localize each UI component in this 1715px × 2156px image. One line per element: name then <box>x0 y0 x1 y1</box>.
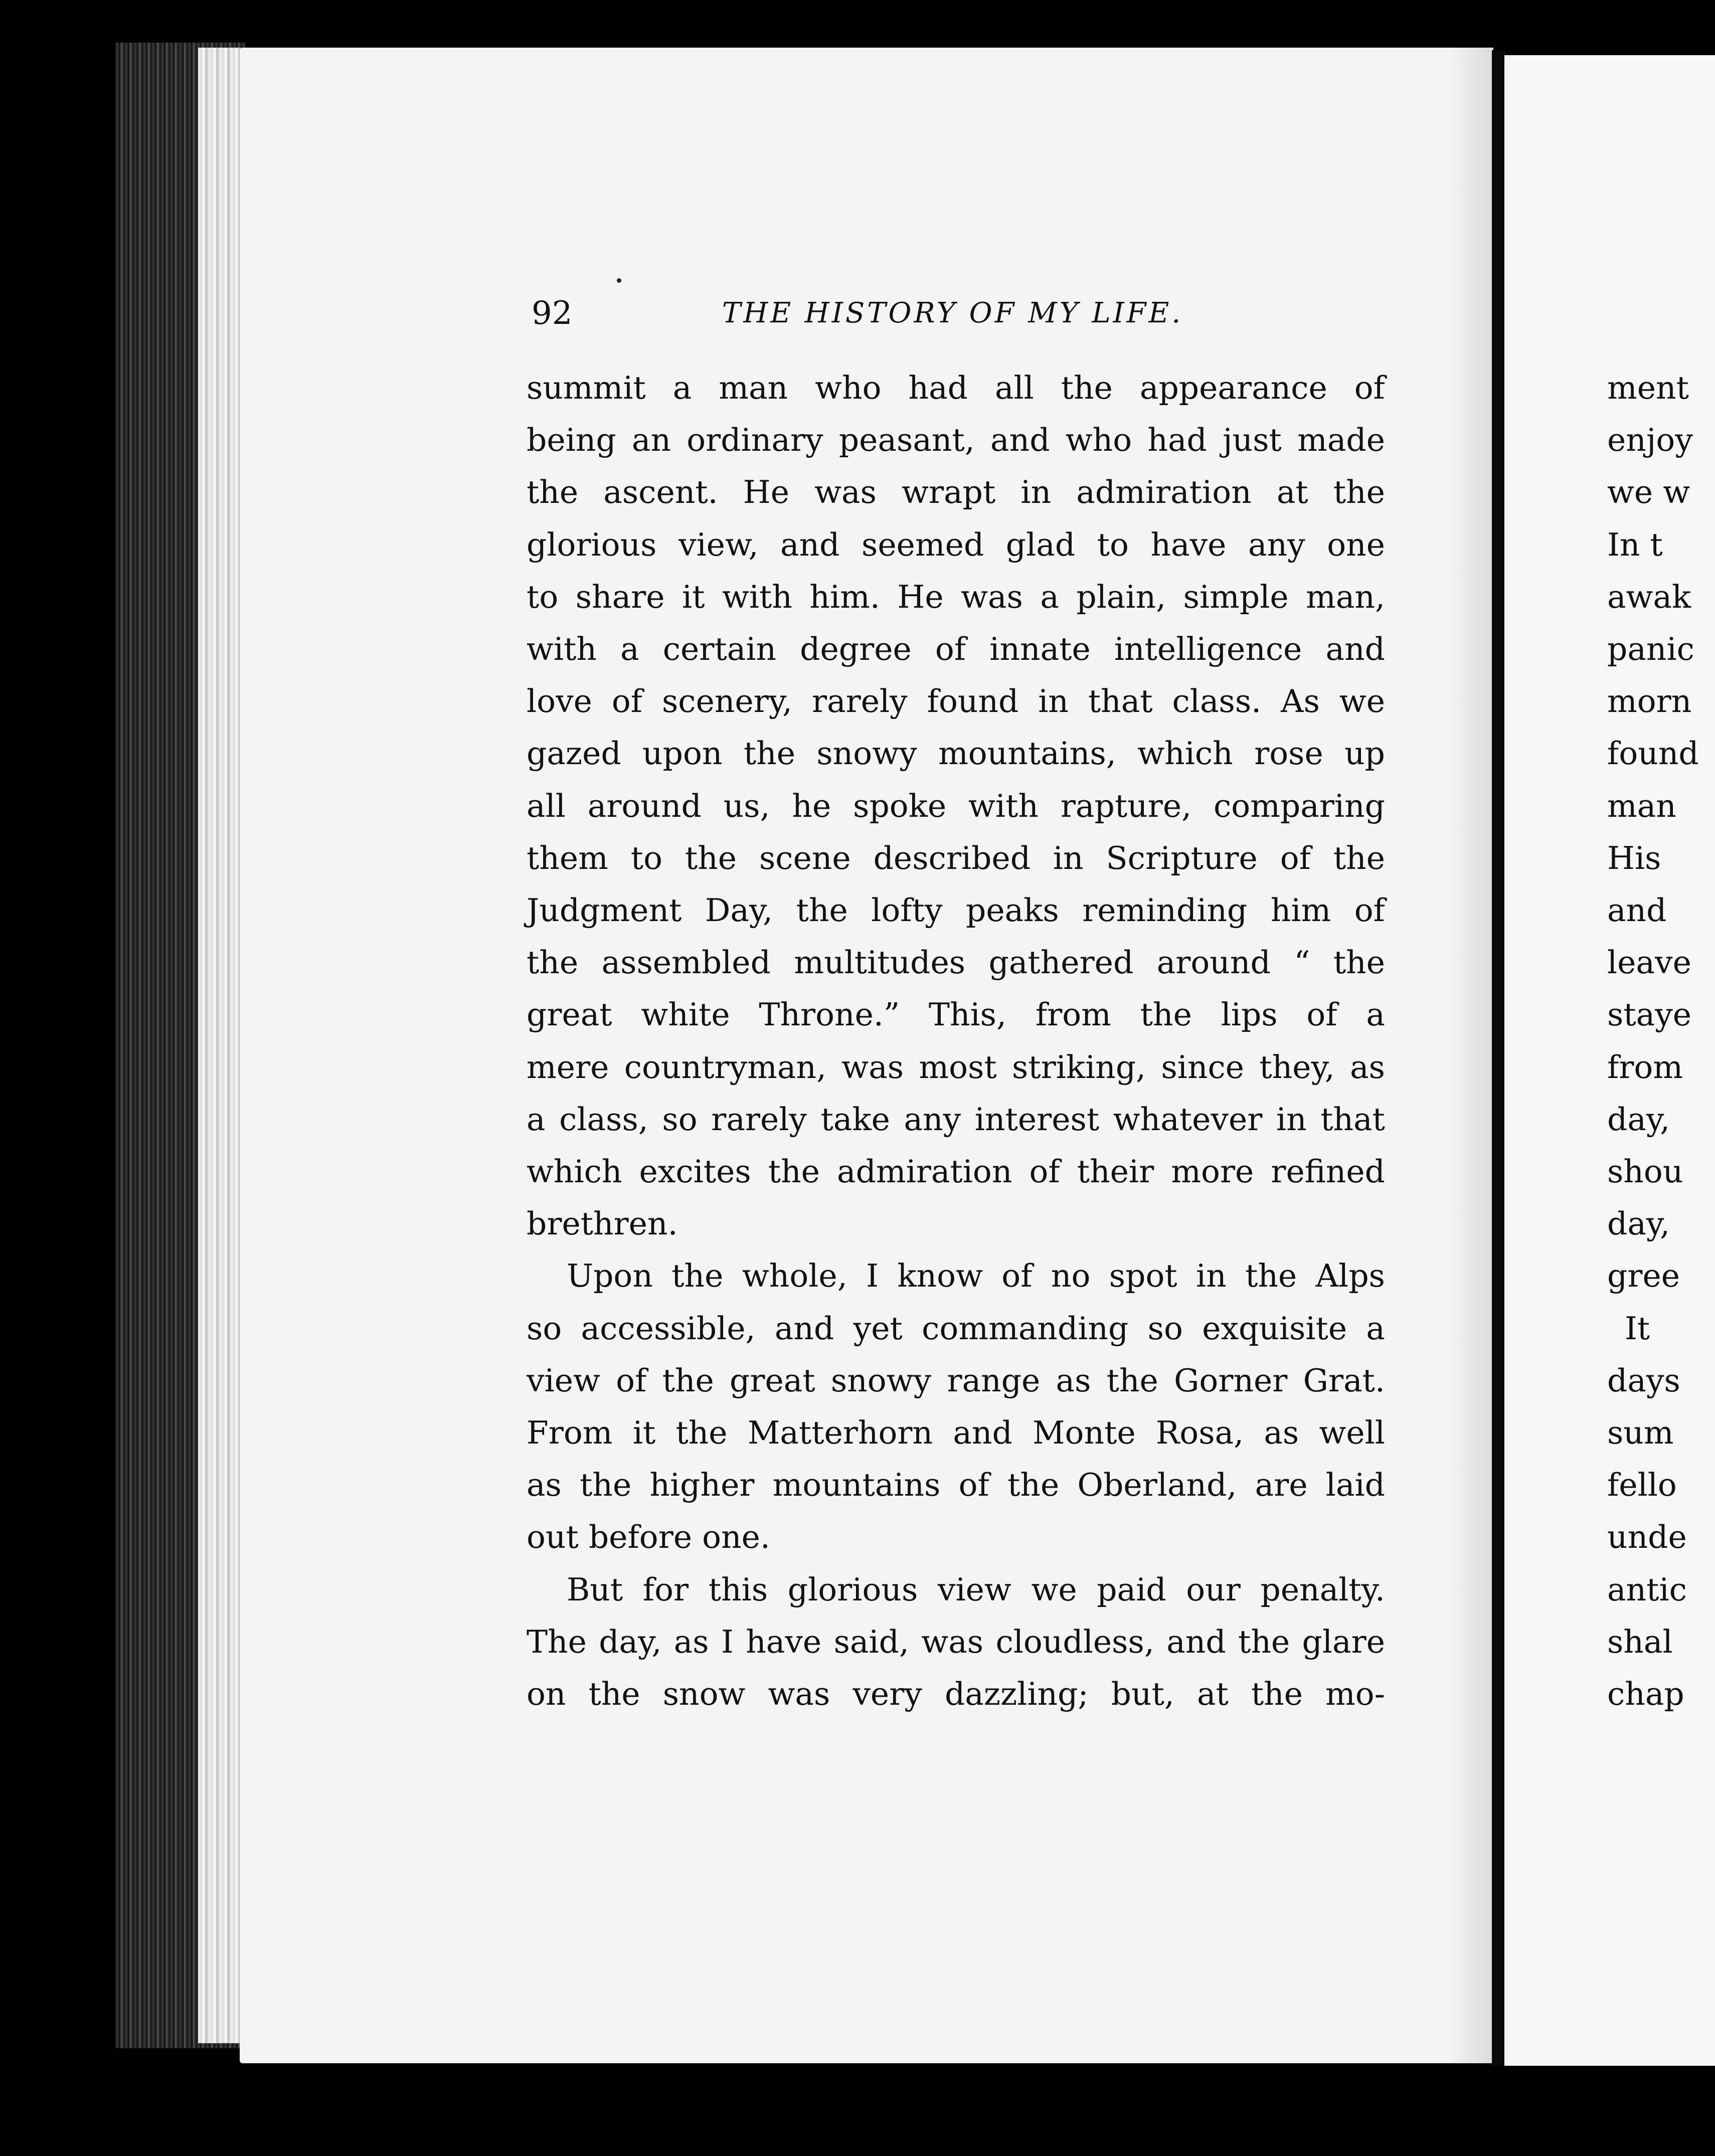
fragment-line: we w <box>1607 474 1690 511</box>
text-line: mere countryman, was most striking, since they, as <box>527 1048 1385 1086</box>
text-line: The day, as I have said, was cloudless, and the glare <box>527 1623 1385 1660</box>
fragment-line: shou <box>1607 1153 1683 1190</box>
fragment-line: ment <box>1607 370 1689 406</box>
text-line: But for this glorious view we paid our penalty. <box>567 1571 1385 1608</box>
fragment-line: awak <box>1607 578 1691 615</box>
text-line: view of the great snowy range as the Gorner Grat. <box>527 1362 1385 1399</box>
fragment-line: gree <box>1607 1257 1680 1295</box>
running-head <box>532 291 1214 336</box>
paragraph-1 <box>527 362 1385 1250</box>
fragment-line: It <box>1625 1310 1650 1347</box>
body-text <box>527 362 1385 1720</box>
fragment-line: His <box>1607 839 1661 876</box>
fragment-line: enjoy <box>1607 422 1693 459</box>
text-line: being an ordinary peasant, and who had just made <box>527 422 1385 459</box>
text-line: the ascent. He was wrapt in admiration at the <box>527 474 1385 511</box>
fragment-line: panic <box>1607 631 1694 668</box>
text-line: a class, so rarely take any interest whatever in that <box>527 1101 1385 1138</box>
text-line: the assembled multitudes gathered around “ the <box>527 944 1385 981</box>
text-line: all around us, he spoke with rapture, comparing <box>527 787 1385 824</box>
ink-speck <box>617 278 621 283</box>
text-line: gazed upon the snowy mountains, which rose up <box>527 735 1385 772</box>
text-line: Judgment Day, the lofty peaks reminding him of <box>527 892 1385 929</box>
text-line: brethren. <box>527 1205 678 1242</box>
paragraph-3 <box>527 1564 1385 1721</box>
text-line: so accessible, and yet commanding so exquisite a <box>527 1310 1385 1347</box>
fragment-line: from <box>1607 1048 1683 1086</box>
paragraph-2 <box>527 1250 1385 1563</box>
fragment-line: days <box>1607 1362 1680 1399</box>
fragment-line: fello <box>1607 1467 1677 1504</box>
text-line: on the snow was very dazzling; but, at the mo- <box>527 1676 1385 1713</box>
page-number: 92 <box>532 295 573 332</box>
text-line: summit a man who had all the appearance of <box>527 370 1385 406</box>
fragment-line: chap <box>1607 1676 1684 1713</box>
text-line: out before one. <box>527 1519 770 1556</box>
fragment-line: shal <box>1607 1623 1673 1660</box>
text-line: to share it with him. He was a plain, simple man, <box>527 578 1385 615</box>
text-line: love of scenery, rarely found in that class. As we <box>527 683 1385 720</box>
facing-page-text <box>1607 362 1699 1720</box>
fragment-line: day, <box>1607 1205 1670 1242</box>
fragment-line: In t <box>1607 526 1663 563</box>
text-line: great white Throne.” This, from the lips of a <box>527 996 1385 1033</box>
text-line: them to the scene described in Scripture of the <box>527 839 1385 876</box>
text-line: glorious view, and seemed glad to have any one <box>527 526 1385 563</box>
fragment-line: sum <box>1607 1414 1674 1452</box>
running-title: THE HISTORY OF MY LIFE. <box>722 297 1183 329</box>
text-line: with a certain degree of innate intelligence and <box>527 631 1385 668</box>
text-line: From it the Matterhorn and Monte Rosa, as well <box>527 1414 1385 1452</box>
fragment-line: day, <box>1607 1101 1670 1138</box>
fragment-line: unde <box>1607 1519 1687 1556</box>
text-line: as the higher mountains of the Oberland, are laid <box>527 1467 1385 1504</box>
gutter-shadow <box>1448 48 1493 2063</box>
text-line: Upon the whole, I know of no spot in the Alps <box>567 1257 1385 1295</box>
page-edges-light <box>198 48 241 2043</box>
fragment-line: found <box>1607 735 1699 772</box>
text-line: which excites the admiration of their more refined <box>527 1153 1385 1190</box>
fragment-line: antic <box>1607 1571 1687 1608</box>
fragment-line: staye <box>1607 996 1692 1033</box>
fragment-line: man <box>1607 787 1676 824</box>
fragment-line: morn <box>1607 683 1692 720</box>
fragment-line: and <box>1607 892 1667 929</box>
book-gutter <box>1492 50 1506 2066</box>
fragment-line: leave <box>1607 944 1691 981</box>
